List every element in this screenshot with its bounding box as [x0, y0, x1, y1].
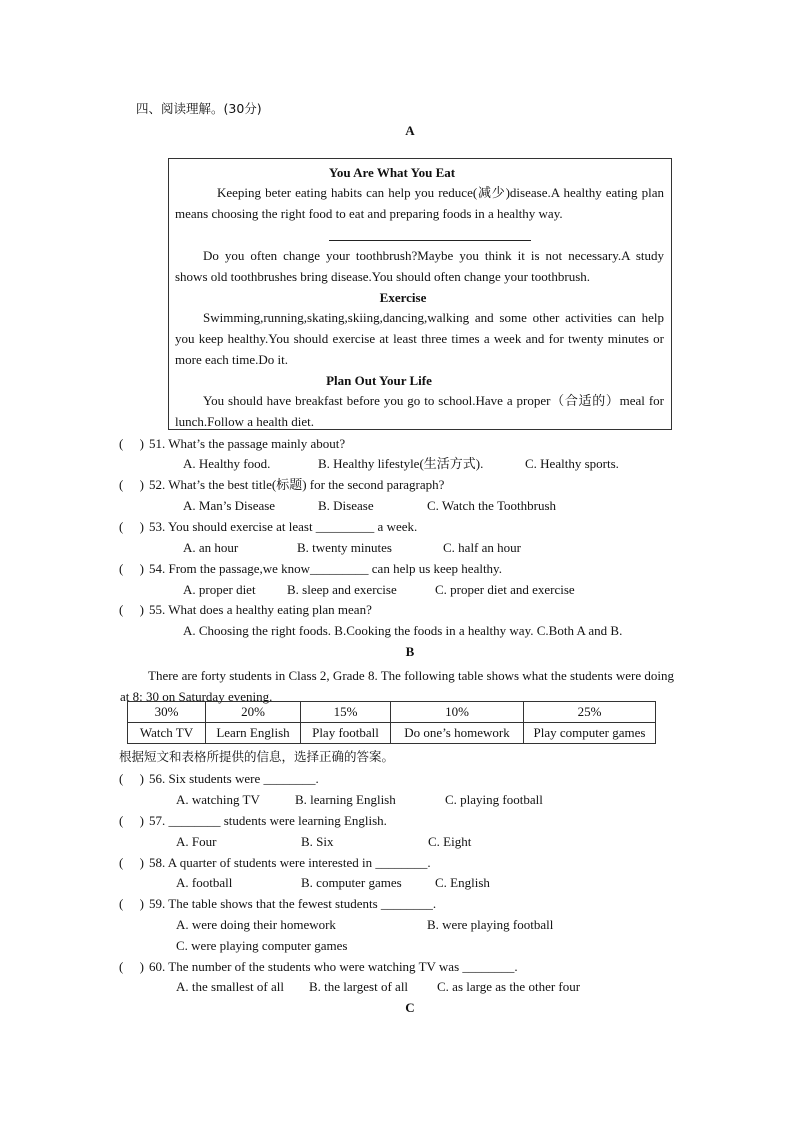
table-cell: Play football [301, 723, 391, 744]
q52-option-a[interactable]: A. Man’s Disease [183, 498, 276, 513]
table-cell: Learn English [206, 723, 301, 744]
table-cell: 25% [524, 702, 656, 723]
q52-option-c[interactable]: C. Watch the Toothbrush [427, 498, 556, 513]
table-cell: 30% [128, 702, 206, 723]
subheading-exercise: Exercise [379, 290, 427, 305]
q54-option-c[interactable]: C. proper diet and exercise [435, 582, 575, 597]
title-blank-line [329, 240, 531, 241]
q57-option-c[interactable]: C. Eight [428, 834, 472, 849]
q52-option-b[interactable]: B. Disease [318, 498, 374, 513]
q51-option-b[interactable]: B. Healthy lifestyle(生活方式). [318, 456, 484, 471]
q60-option-a[interactable]: A. the smallest of all [176, 979, 284, 994]
q56-option-c[interactable]: C. playing football [445, 792, 543, 807]
subheading-plan: Plan Out Your Life [326, 373, 432, 388]
table-cell: Play computer games [524, 723, 656, 744]
passage-para-3: Swimming,running,skating,skiing,dancing,walking and some other activities can help you keep healthy.You should exercise at least three times a week and for twenty minutes or more each time.Do it. [175, 310, 664, 367]
question-59-stem: 59. The table shows that the fewest students ________. [149, 896, 437, 911]
q57-option-a[interactable]: A. Four [176, 834, 217, 849]
answer-paren-56[interactable]: ( ) [119, 771, 144, 786]
q56-option-b[interactable]: B. learning English [295, 792, 396, 807]
answer-paren-58[interactable]: ( ) [119, 855, 144, 870]
part-b-intro: There are forty students in Class 2, Grade 8. The following table shows what the students were doing at 8: 30 on Saturday evening. [120, 668, 674, 704]
question-57-stem: 57. ________ students were learning English. [149, 813, 387, 828]
q57-option-b[interactable]: B. Six [301, 834, 334, 849]
q53-option-c[interactable]: C. half an hour [443, 540, 521, 555]
passage-para-4: You should have breakfast before you go to school.Have a proper（合适的）meal for lunch.Follow a health diet. [175, 393, 664, 429]
q59-option-c[interactable]: C. were playing computer games [176, 938, 348, 953]
q53-option-b[interactable]: B. twenty minutes [297, 540, 392, 555]
answer-paren-59[interactable]: ( ) [119, 896, 144, 911]
answer-paren-55[interactable]: ( ) [119, 602, 144, 617]
part-b-label: B [405, 644, 415, 659]
question-54-stem: 54. From the passage,we know_________ can help us keep healthy. [149, 561, 502, 576]
q51-option-a[interactable]: A. Healthy food. [183, 456, 271, 471]
answer-paren-52[interactable]: ( ) [119, 477, 144, 492]
question-52-stem: 52. What’s the best title(标题) for the second paragraph? [149, 477, 445, 492]
q51-option-c[interactable]: C. Healthy sports. [525, 456, 619, 471]
q53-option-a[interactable]: A. an hour [183, 540, 239, 555]
q60-option-c[interactable]: C. as large as the other four [437, 979, 581, 994]
table-cell: Do one’s homework [391, 723, 524, 744]
answer-paren-54[interactable]: ( ) [119, 561, 144, 576]
answer-paren-57[interactable]: ( ) [119, 813, 144, 828]
question-53-stem: 53. You should exercise at least _________ a week. [149, 519, 418, 534]
q59-option-b[interactable]: B. were playing football [427, 917, 554, 932]
q58-option-a[interactable]: A. football [176, 875, 233, 890]
q59-option-a[interactable]: A. were doing their homework [176, 917, 336, 932]
part-b-instruction: 根据短文和表格所提供的信息，选择正确的答案。 [119, 749, 395, 764]
q56-option-a[interactable]: A. watching TV [176, 792, 260, 807]
part-c-label: C [405, 1000, 415, 1015]
activity-table [127, 701, 656, 744]
q55-options[interactable]: A. Choosing the right foods. B.Cooking the foods in a healthy way. C.Both A and B. [183, 623, 623, 638]
question-58-stem: 58. A quarter of students were interested in ________. [149, 855, 431, 870]
question-55-stem: 55. What does a healthy eating plan mean? [149, 602, 372, 617]
answer-paren-51[interactable]: ( ) [119, 436, 144, 451]
table-row-percents [128, 702, 656, 723]
q54-option-a[interactable]: A. proper diet [183, 582, 256, 597]
table-cell: Watch TV [128, 723, 206, 744]
q58-option-b[interactable]: B. computer games [301, 875, 402, 890]
table-cell: 20% [206, 702, 301, 723]
q58-option-c[interactable]: C. English [435, 875, 490, 890]
passage-title: You Are What You Eat [328, 165, 456, 180]
table-cell: 15% [301, 702, 391, 723]
q60-option-b[interactable]: B. the largest of all [309, 979, 409, 994]
q54-option-b[interactable]: B. sleep and exercise [287, 582, 397, 597]
question-56-stem: 56. Six students were ________. [149, 771, 319, 786]
passage-intro: Keeping beter eating habits can help you reduce(减少)disease.A healthy eating plan means choosing the right food to eat and preparing foods in a healthy way. [175, 185, 664, 221]
answer-paren-60[interactable]: ( ) [119, 959, 144, 974]
question-60-stem: 60. The number of the students who were watching TV was ________. [149, 959, 518, 974]
passage-para-2: Do you often change your toothbrush?Maybe you think it is not necessary.A study shows old toothbrushes bring disease.You should often change your toothbrush. [175, 248, 664, 284]
part-a-label: A [405, 123, 415, 138]
table-row-activities [128, 723, 656, 744]
table-cell: 10% [391, 702, 524, 723]
section-heading: 四、阅读理解。(30分) [136, 101, 262, 116]
question-51-stem: 51. What’s the passage mainly about? [149, 436, 346, 451]
answer-paren-53[interactable]: ( ) [119, 519, 144, 534]
